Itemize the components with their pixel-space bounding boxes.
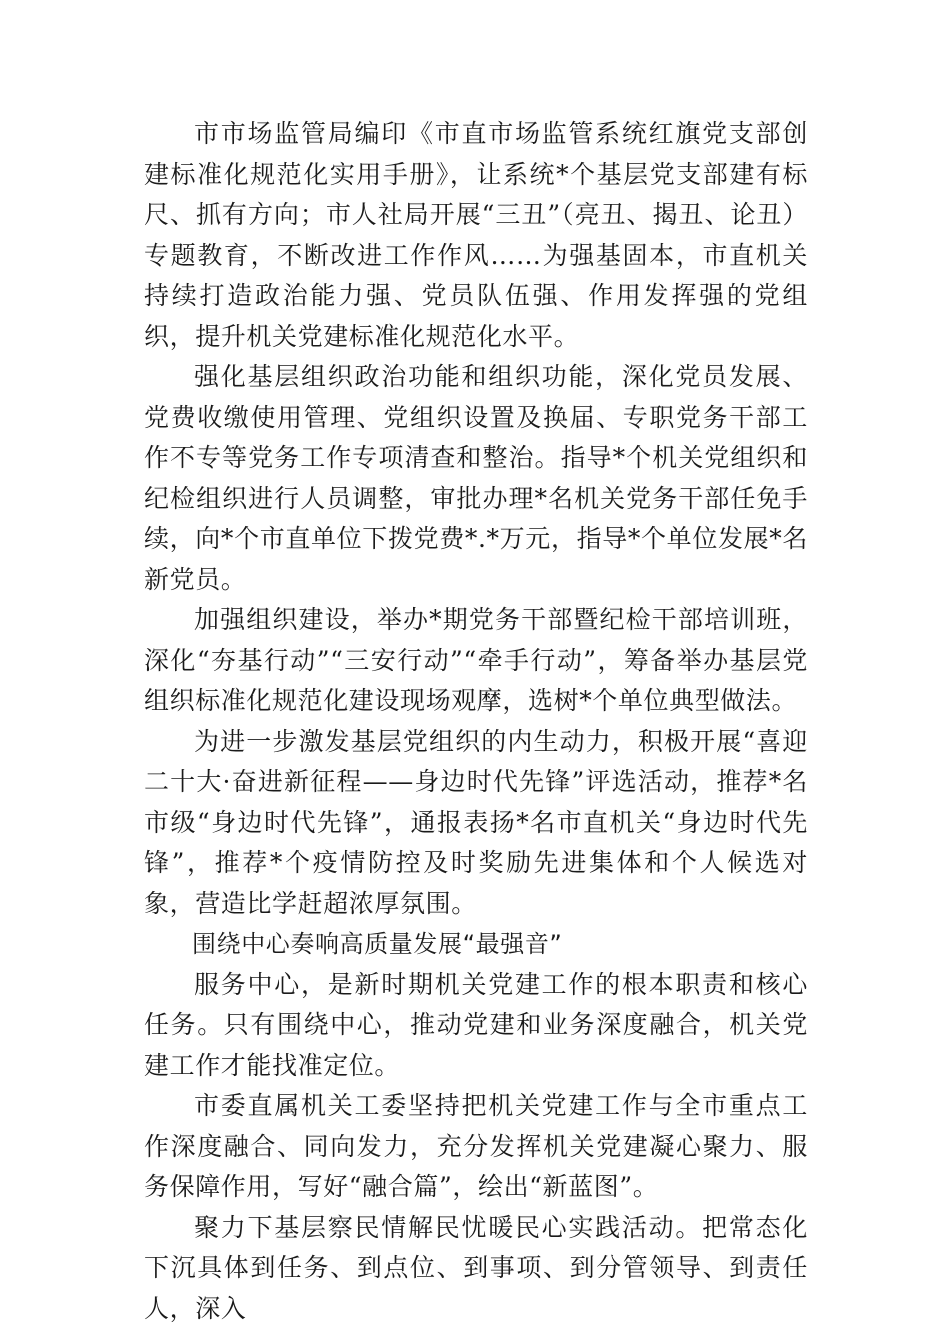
paragraph-grassroots-practice: 聚力下基层察民情解民忧暖民心实践活动。把常态化下沉具体到任务、到点位、到事项、到分管领导、到责任人，深入 — [144, 1212, 808, 1323]
paragraph-pioneer-selection: 为进一步激发基层党组织的内生动力，积极开展“喜迎二十大·奋进新征程——身边时代先锋”评选活动，推荐*名市级“身边时代先锋”，通报表扬*名市直机关“身边时代先锋”，推荐*个疫情防控及时奖励先进集体和个人候选对象，营造比学赶超浓厚氛围。 — [144, 726, 808, 918]
paragraph-integration: 市委直属机关工委坚持把机关党建工作与全市重点工作深度融合、同向发力，充分发挥机关党建凝心聚力、服务保障作用，写好“融合篇”，绘出“新蓝图”。 — [144, 1091, 808, 1201]
paragraph-grassroots-functions: 强化基层组织政治功能和组织功能，深化党员发展、党费收缴使用管理、党组织设置及换届、专职党务干部工作不专等党务工作专项清查和整治。指导*个机关党组织和纪检组织进行人员调整，审批办理*名机关党务干部任免手续，向*个市直单位下拨党费*.*万元，指导*个单位发展*名新党员。 — [144, 362, 808, 594]
paragraph-organization-building: 加强组织建设，举办*期党务干部暨纪检干部培训班，深化“夯基行动”“三安行动”“牵手行动”，筹备举办基层党组织标准化规范化建设现场观摩，选树*个单位典型做法。 — [144, 605, 808, 715]
document-body — [144, 114, 808, 1329]
paragraph-market-supervision: 市市场监管局编印《市直市场监管系统红旗党支部创建标准化规范化实用手册》，让系统*个基层党支部建有标尺、抓有方向；市人社局开展“三丑”（亮丑、揭丑、论丑）专题教育，不断改进工作作风……为强基固本，市直机关持续打造政治能力强、党员队伍强、作用发挥强的党组织，提升机关党建标准化规范化水平。 — [144, 119, 808, 351]
section-heading: 围绕中心奏响高质量发展“最强音” — [192, 930, 563, 958]
paragraph-serve-center: 服务中心，是新时期机关党建工作的根本职责和核心任务。只有围绕中心，推动党建和业务深度融合，机关党建工作才能找准定位。 — [144, 969, 808, 1080]
